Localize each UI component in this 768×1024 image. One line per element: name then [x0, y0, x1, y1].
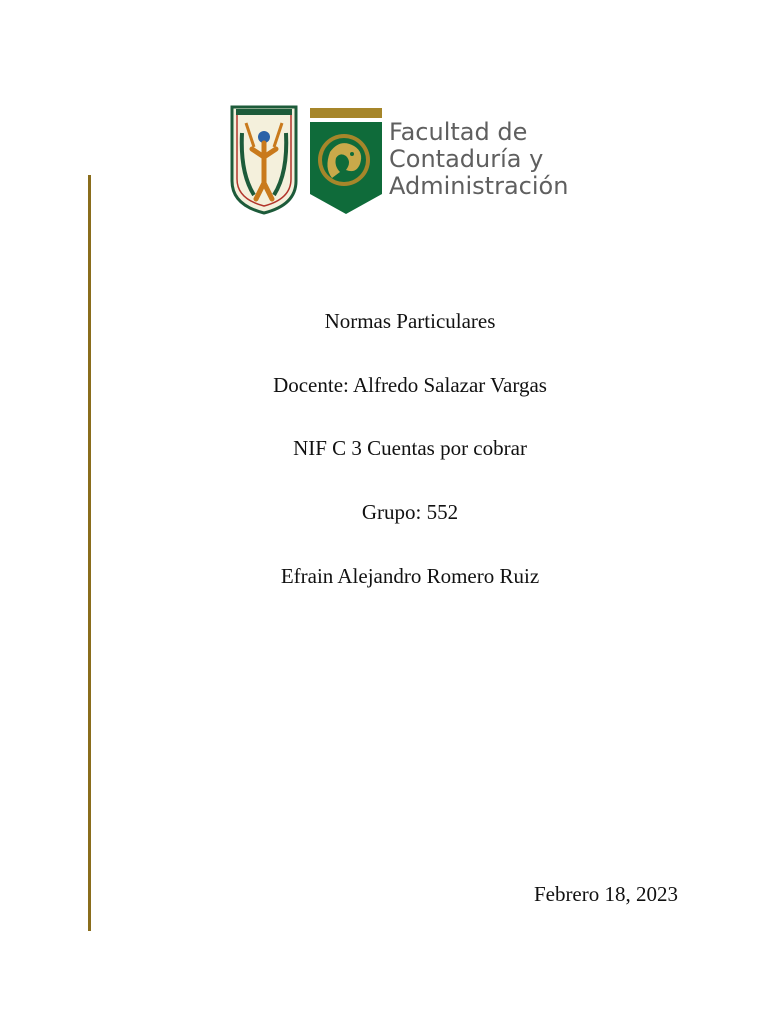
wordmark-line-3: Administración [389, 172, 569, 200]
left-margin-rule [88, 175, 91, 931]
document-date: Febrero 18, 2023 [533, 882, 678, 906]
header-logos [226, 103, 586, 218]
wordmark-line-1: Facultad de [389, 118, 528, 146]
assignment-topic: NIF C 3 Cuentas por cobrar [293, 436, 527, 460]
wordmark-line-2: Contaduría y [389, 145, 544, 173]
course-title: Normas Particulares [324, 309, 496, 333]
faculty-wordmark [389, 119, 589, 200]
group-number: Grupo: 552 [361, 500, 459, 524]
fca-ram-shield-icon [310, 108, 382, 216]
student-name: Efrain Alejandro Romero Ruiz [280, 564, 540, 588]
uabc-seal-icon [226, 103, 302, 217]
teacher-name: Docente: Alfredo Salazar Vargas [273, 373, 547, 397]
